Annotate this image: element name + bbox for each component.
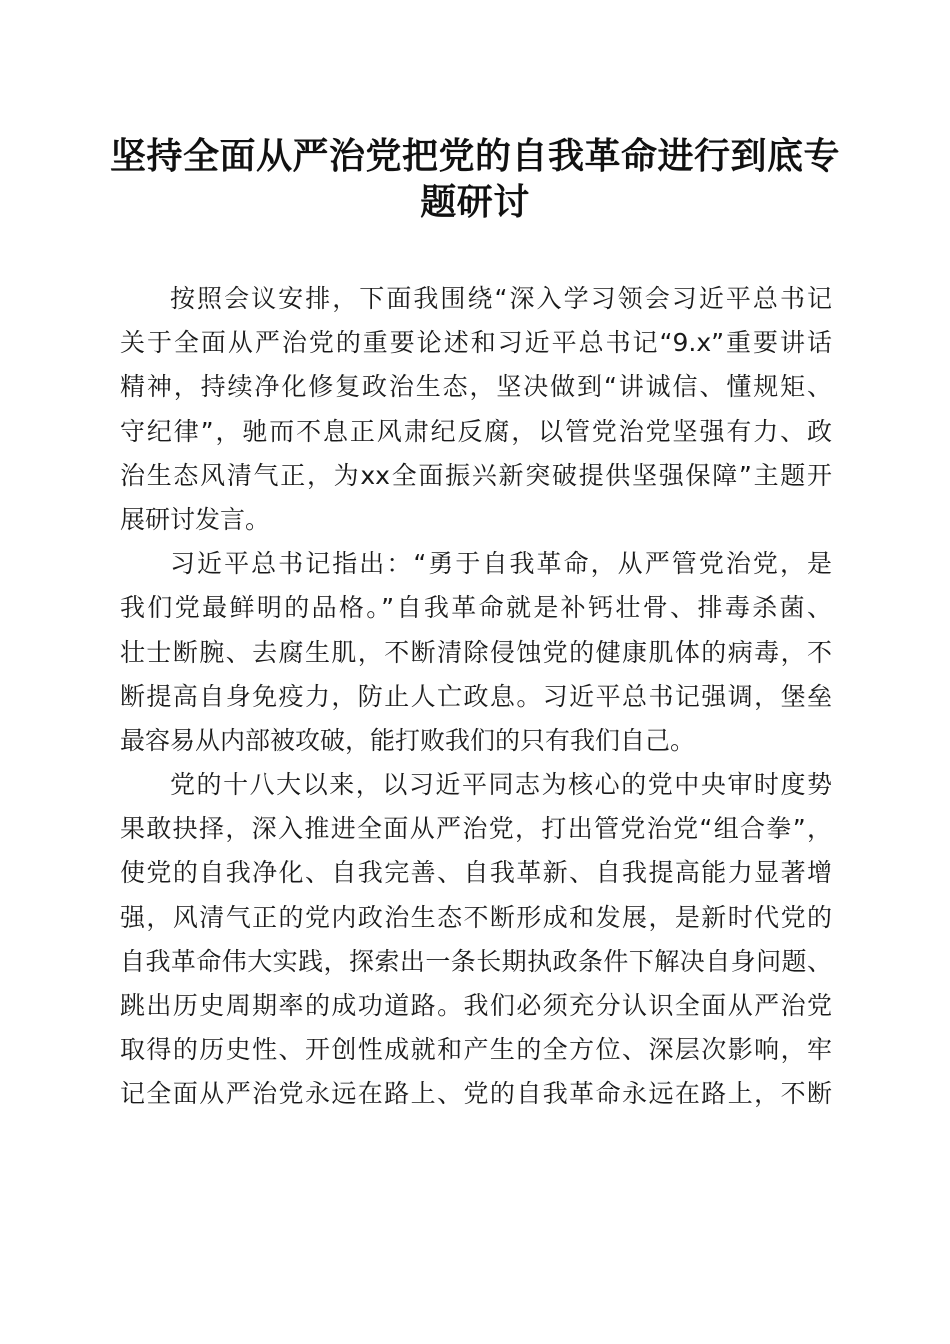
text-line: 习近平总书记指出：“勇于自我革命，从严管党治党，是 (170, 549, 832, 579)
text-line: 最容易从内部被攻破，能打败我们的只有我们自己。 (120, 725, 696, 755)
paragraph-3 (120, 763, 832, 1117)
text-line: 自我革命伟大实践，探索出一条长期执政条件下解决自身问题、 (120, 946, 832, 976)
text-line: 精神，持续净化修复政治生态，坚决做到“讲诚信、懂规矩、 (120, 372, 832, 402)
document-title (100, 133, 850, 225)
text-line: 果敢抉择，深入推进全面从严治党，打出管党治党“组合拳”， (120, 814, 832, 844)
text-line: 治生态风清气正，为xx全面振兴新突破提供坚强保障”主题开 (120, 460, 832, 490)
title-line: 题研讨 (420, 181, 530, 223)
text-line: 使党的自我净化、自我完善、自我革新、自我提高能力显著增 (120, 858, 832, 888)
document-body (120, 277, 832, 1117)
text-line: 记全面从严治党永远在路上、党的自我革命永远在路上，不断 (120, 1079, 832, 1109)
text-line: 关于全面从严治党的重要论述和习近平总书记“9.x”重要讲话 (120, 328, 832, 358)
text-line: 按照会议安排，下面我围绕“深入学习领会习近平总书记 (170, 284, 832, 313)
text-line: 强，风清气正的党内政治生态不断形成和发展，是新时代党的 (120, 902, 832, 932)
paragraph-2 (120, 542, 832, 763)
paragraph-1 (120, 277, 832, 542)
text-line: 壮士断腕、去腐生肌，不断清除侵蚀党的健康肌体的病毒，不 (120, 637, 832, 667)
text-line: 党的十八大以来，以习近平同志为核心的党中央审时度势 (170, 770, 832, 800)
text-line: 我们党最鲜明的品格。”自我革命就是补钙壮骨、排毒杀菌、 (120, 593, 832, 623)
text-line: 取得的历史性、开创性成就和产生的全方位、深层次影响，牢 (120, 1035, 832, 1065)
text-line: 断提高自身免疫力，防止人亡政息。习近平总书记强调，堡垒 (120, 681, 832, 711)
text-line: 跳出历史周期率的成功道路。我们必须充分认识全面从严治党 (120, 991, 832, 1020)
title-line: 坚持全面从严治党把党的自我革命进行到底专 (109, 135, 840, 177)
text-line: 守纪律”，驰而不息正风肃纪反腐，以管党治党坚强有力、政 (120, 416, 832, 446)
text-line: 展研讨发言。 (120, 504, 271, 534)
